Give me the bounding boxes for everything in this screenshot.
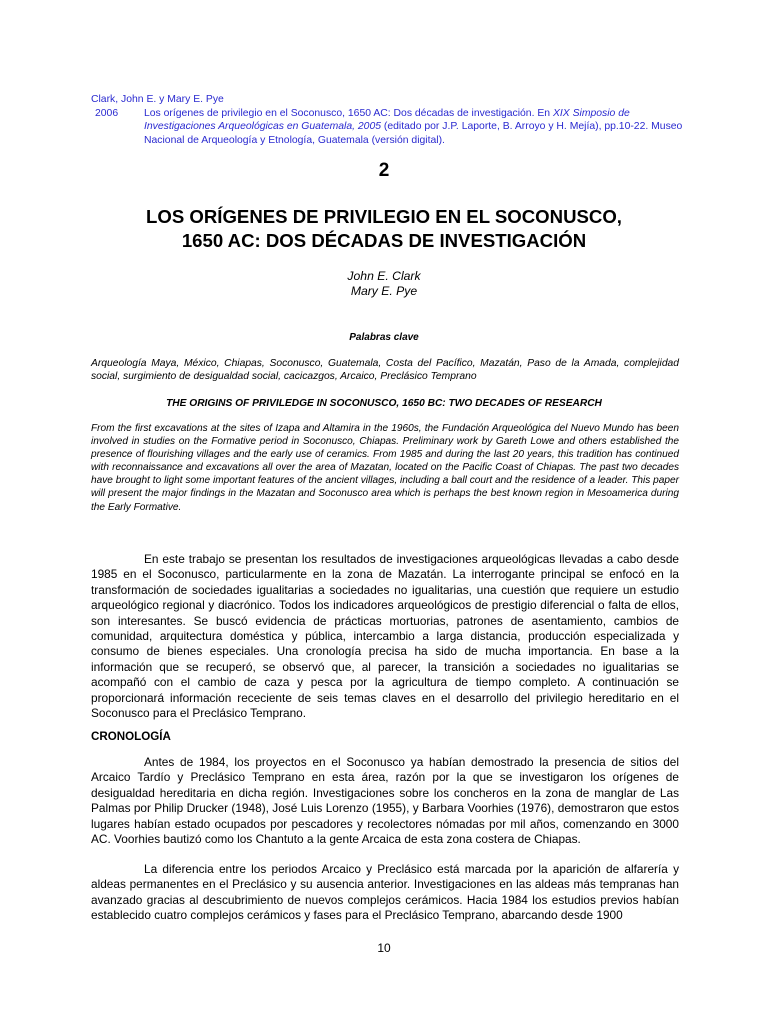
body-paragraph-1: En este trabajo se presentan los resultados de investigaciones arqueológicas llevadas a cabo desde 1985 en el Soconusco, particularmente en la zona de Mazatán. La interrogante principal se enfocó en la transformación de sociedades igualitarias a sociedades no igualitarias, una cuestión que requiere un estudio arqueológico regional y diacrónico. Todos los indicadores arqueológicos de prestigio diferencial o falta de ellos, son interesantes. Se buscó evidencia de prácticas mortuorias, patrones de asentamiento, cambios de comunidad, arquitectura doméstica y pública, intercambio a larga distancia, producción especializada y consumo de bienes especiales. Una cronología precisa ha sido de mucha importancia. En base a la información que se recuperó, se observó que, al parecer, la transición a sociedades no igualitarias se acompañó con el cambio de caza y pesca por la agricultura de tiempo completo. A continuación se proporcionará información receciente de seis temas claves en el desarrollo del privilegio hereditario en el Soconusco para el Preclásico Temprano. [91,552,679,721]
body-paragraph-2: Antes de 1984, los proyectos en el Soconusco ya habían demostrado la presencia de sitios del Arcaico Tardío y Preclásico Temprano en esta área, razón por la que se investigaron los orígenes de desigualdad hereditaria en dicha región. Investigaciones sobre los concheros en la zona de manglar de Las Palmas por Philip Drucker (1948), José Luis Lorenzo (1955), y Barbara Voorhies (1976), demostraron que estos lugares habían estado ocupados por pescadores y recolectores nómadas por mil años, comenzando en 3000 AC. Voorhies bautizó como los Chantuto a la gente Arcaica de esta zona costera de Chiapas. [91,755,679,847]
title-line-1: LOS ORÍGENES DE PRIVILEGIO EN EL SOCONUSCO, [146,206,622,227]
citation-ref-italic: XIX Simposio de Investigaciones Arqueológicas en Guatemala, 2005 [144,107,630,133]
citation-ref-tail: (editado por J.P. Laporte, B. Arroyo y H. Mejía), pp.10-22. Museo Nacional de Arqueología y Etnología, Guatemala (versión digital). [144,121,683,146]
abstract-heading: THE ORIGINS OF PRIVILEDGE IN SOCONUSCO, 1650 BC: TWO DECADES OF RESEARCH [166,398,602,409]
abstract-text: From the first excavations at the sites of Izapa and Altamira in the 1960s, the Fundación Arqueológica del Nuevo Mundo has been involved in studies on the Formative period in Soconusco, Chiapas. Preliminary work by Gareth Lowe and others established the presence of flourishing villages and the early use of ceramics. From 1985 and during the last 20 years, this tradition has continued with reconnaissance and excavations all over the area of Mazatan, located on the Pacific Coast of Chiapas. The past two decades have brought to light some important features of the ancient villages, including a ball court and the residence of a leader. This paper will present the major findings in the Mazatan and Soconusco area which is perhaps the best known region in Mesoamerica during the Early Formative. [91,423,679,513]
chapter-number: 2 [378,160,390,181]
citation-block [91,93,691,147]
keywords-text: Arqueología Maya, México, Chiapas, Soconusco, Guatemala, Costa del Pacífico, Mazatán, Paso de la Amada, complejidad social, surgimiento de desigualdad social, cacicazgos, Arcaico, Preclásico Temprano [91,358,679,383]
author-2: Mary E. Pye [350,284,418,298]
citation-authors: Clark, John E. y Mary E. Pye [91,94,224,105]
page-number: 10 [377,941,391,955]
paper-title [0,205,768,253]
citation-year: 2006 [95,107,119,119]
title-line-2: 1650 AC: DOS DÉCADAS DE INVESTIGACIÓN [181,230,587,251]
body-paragraph-3: La diferencia entre los periodos Arcaico y Preclásico está marcada por la aparición de alfarería y aldeas permanentes en el Preclásico y su ausencia anterior. Investigaciones en las aldeas más tempranas han avanzado gracias al descubrimiento de nuevos complejos cerámicos. Hacia 1984 los estudios previos habían establecido cuatro complejos cerámicos y fases para el Preclásico Temprano, abarcando desde 1900 [91,862,679,923]
citation-ref-text: Los orígenes de privilegio en el Soconusco, 1650 AC: Dos décadas de investigación. En [144,107,553,119]
author-1: John E. Clark [347,269,421,283]
section-heading: CRONOLOGÍA [91,730,171,743]
author-list [0,269,768,299]
keywords-heading: Palabras clave [349,332,419,343]
citation-reference [91,107,691,148]
